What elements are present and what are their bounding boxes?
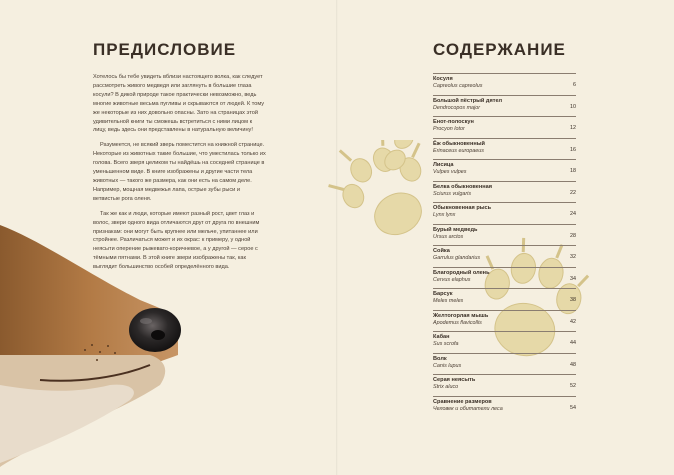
table-of-contents: [433, 73, 576, 417]
toc-entry-latin: Strix aluco: [433, 384, 459, 390]
toc-entry-latin: Capreolus capreolus: [433, 83, 483, 89]
toc-entry-latin: Vulpes vulpes: [433, 169, 467, 175]
toc-entry[interactable]: [433, 159, 576, 181]
toc-entry-name: Сравнение размеров: [433, 398, 492, 405]
toc-entry-latin: Sus scrofa: [433, 341, 459, 347]
preface-title: ПРЕДИСЛОВИЕ: [93, 40, 237, 59]
toc-entry-latin: Canis lupus: [433, 362, 462, 369]
toc-entry-name: Обыкновенная рысь: [433, 205, 492, 211]
toc-entry-page: 44: [570, 340, 576, 346]
toc-entry-latin: Lynx lynx: [433, 212, 456, 218]
toc-entry[interactable]: [433, 288, 576, 310]
toc-entry-page: 12: [570, 125, 576, 131]
toc-entry-page: 18: [570, 168, 576, 174]
toc-entry[interactable]: [433, 95, 576, 117]
toc-entry[interactable]: [433, 310, 576, 332]
toc-entry[interactable]: [433, 353, 576, 375]
toc-entry-name: Ёж обыкновенный: [433, 140, 485, 147]
toc-entry-page: 28: [570, 232, 576, 239]
toc-entry-page: 24: [570, 211, 576, 217]
toc-entry-latin: Apodemus flavicollis: [433, 319, 482, 326]
preface-paragraph: Разумеется, не всякий зверь поместится на книжной странице. Некоторые из животных такие большие, что уместилась только их голова. Всего зверя целиком ты найдёшь на соседней странице в уменьшенном виде. В книге изображены и другие части тела животных — такого же размера, как они есть на самом деле. Например, мощная медвежья лапа, острые зубы рыси и ветвистые рога оленя.: [93, 142, 266, 202]
toc-entry[interactable]: [433, 224, 576, 246]
toc-entry-name: Белка обыкновенная: [433, 183, 493, 190]
toc-entry[interactable]: [433, 245, 576, 267]
wolf-muzzle-illustration: [0, 205, 190, 475]
toc-entry-name: Барсук: [433, 291, 453, 297]
toc-entry[interactable]: [433, 396, 576, 418]
toc-entry-page: 32: [570, 254, 576, 260]
toc-entry-page: 16: [570, 146, 576, 153]
toc-entry[interactable]: [433, 73, 576, 95]
toc-entry-page: 42: [570, 318, 576, 325]
toc-entry[interactable]: [433, 331, 576, 353]
toc-entry-name: Лисица: [433, 162, 454, 168]
toc-entry-latin: Procyon lotor: [433, 126, 465, 132]
toc-entry-page: 52: [570, 383, 576, 389]
toc-entry-name: Бурый медведь: [433, 226, 478, 233]
toc-entry[interactable]: [433, 374, 576, 396]
toc-entry[interactable]: [433, 181, 576, 203]
toc-entry-name: Кабан: [433, 334, 450, 340]
toc-entry-name: Косуля: [433, 76, 453, 82]
toc-entry[interactable]: [433, 116, 576, 138]
toc-entry-latin: Ursus arctos: [433, 233, 464, 240]
toc-entry-page: 38: [570, 297, 576, 303]
contents-title: СОДЕРЖАНИЕ: [433, 40, 566, 59]
toc-entry-name: Большой пёстрый дятел: [433, 97, 503, 104]
toc-entry-latin: Meles meles: [433, 298, 464, 304]
toc-entry[interactable]: [433, 267, 576, 289]
toc-entry[interactable]: [433, 202, 576, 224]
toc-entry-page: 48: [570, 361, 576, 368]
paw-print-upper: [317, 140, 451, 253]
toc-entry-page: 22: [570, 189, 576, 196]
preface-paragraph: Хотелось бы тебе увидеть вблизи настоящего волка, как следует рассмотреть живого медведя или заглянуть в большие глаза косули? В дикой природе такое практически невозможно, ведь многие животные весьма пугливы и скрываются от людей. К тому же некоторые из них довольно опасны. Зато на страницах этой удивительной книги ты сможешь встретиться с ними лицом к лицу, ведь здесь они представлены в натуральную величину!: [93, 74, 265, 134]
toc-entry-latin: Sciurus vulgaris: [433, 190, 472, 197]
toc-entry-name: Енот-полоскун: [433, 119, 474, 125]
toc-entry-latin: Garrulus glandarius: [433, 255, 481, 261]
toc-entry-name: Серая неясыть: [433, 377, 476, 383]
toc-entry[interactable]: [433, 138, 576, 160]
toc-entry-name: Волк: [433, 355, 447, 362]
toc-entry-name: Благородный олень: [433, 269, 490, 276]
preface-paragraph: Так же как и люди, которые имеют разный рост, цвет глаз и волос, звери одного вида отличаются друг от друга по внешним признакам: они могут быть крупнее или мельче, упитаннее или стройнее. Различаться может и их окрас: к примеру, у одной неясыти оперение рыжевато-коричневое, а у другой — серое с тёмными пятнами. В этой книге звери изображены так, как выглядит большинство особей определённого вида.: [93, 210, 260, 271]
toc-entry-name: Сойка: [433, 248, 450, 254]
toc-entry-latin: Cervus elaphus: [433, 276, 471, 283]
toc-entry-name: Желтогорлая мышь: [433, 312, 489, 319]
toc-entry-page: 34: [570, 275, 576, 282]
toc-entry-page: 6: [573, 82, 576, 88]
toc-entry-latin: Erinaceus europaeus: [433, 147, 484, 154]
toc-entry-page: 10: [570, 103, 576, 110]
toc-entry-latin: Человек и обитатели леса: [433, 405, 503, 412]
toc-entry-latin: Dendrocopos major: [433, 104, 481, 111]
toc-entry-page: 54: [570, 404, 576, 411]
